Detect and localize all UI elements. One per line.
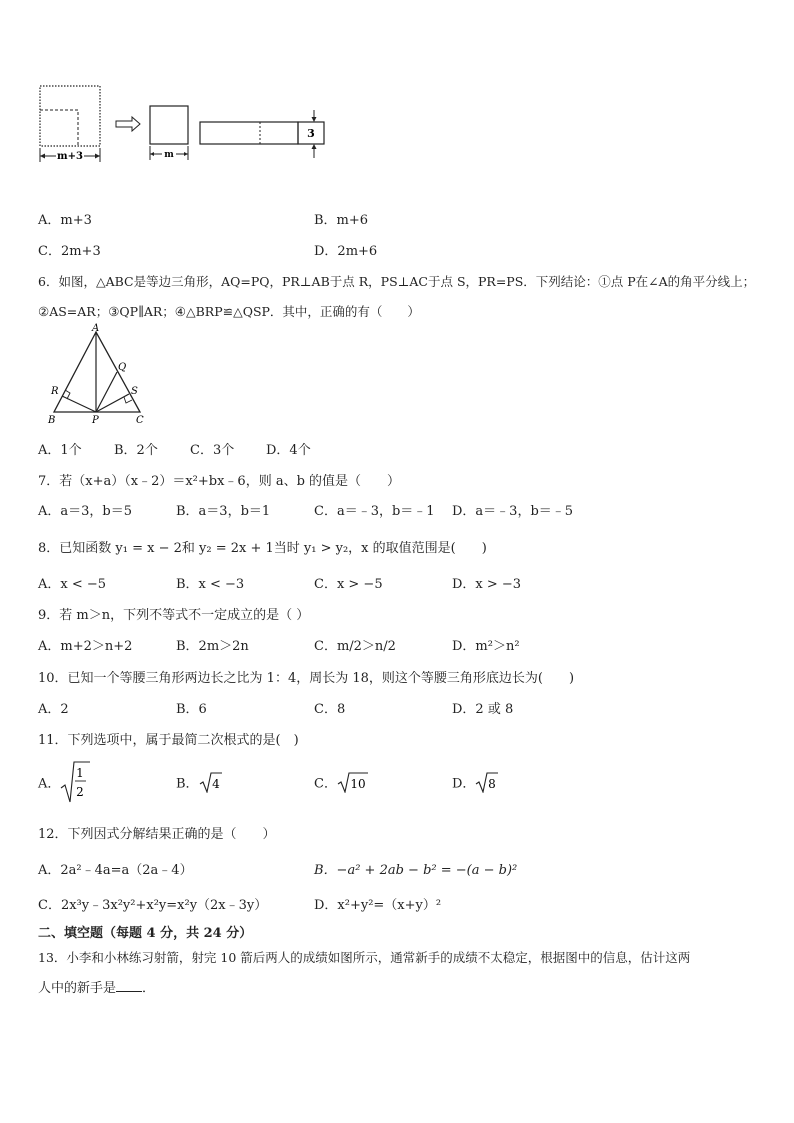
q12-stem: 12．下列因式分解结果正确的是（ ） xyxy=(38,827,276,842)
q5-option-c: C．2m+3 xyxy=(38,244,101,259)
inner-dashed-square xyxy=(40,110,78,146)
long-rectangle xyxy=(200,122,298,144)
q10-option-b: B．6 xyxy=(176,702,207,717)
small-square-label: m xyxy=(164,150,174,160)
q9-option-d: D．m²＞n² xyxy=(452,639,520,654)
answer-blank[interactable] xyxy=(116,979,142,992)
q8-option-c: C．x > −5 xyxy=(314,577,383,592)
q12-option-c: C．2x³y﹣3x²y²+x²y=x²y（2x﹣3y） xyxy=(38,898,268,913)
q9-option-b: B．2m＞2n xyxy=(176,639,249,654)
transform-arrow-icon xyxy=(116,117,140,131)
q6-option-a: A．1个 xyxy=(38,443,82,458)
q12-option-a: A．2a²﹣4a=a（2a﹣4） xyxy=(38,863,193,878)
q13-line2: 人中的新手是 ． xyxy=(38,981,156,996)
q7-option-d: D．a＝﹣3，b＝﹣5 xyxy=(452,504,574,519)
q11-option-c: C． 10 xyxy=(314,771,369,793)
q10-option-d: D．2 或 8 xyxy=(452,702,514,717)
label-A: A xyxy=(92,323,100,334)
label-P: P xyxy=(92,415,99,426)
q8-option-d: D．x > −3 xyxy=(452,577,522,592)
q6-option-d: D．4个 xyxy=(266,443,311,458)
q11-option-b: B． 4 xyxy=(176,771,223,793)
label-Q: Q xyxy=(118,362,127,373)
label-R: R xyxy=(51,386,59,397)
section-title: 二、填空题（每题 4 分，共 24 分） xyxy=(38,926,253,941)
svg-text:2: 2 xyxy=(76,785,85,799)
height-label: 3 xyxy=(307,127,315,140)
q13-line1: 13．小李和小林练习射箭，射完 10 箭后两人的成绩如图所示，通常新手的成绩不太稳定，根据图中的信息，估计这两 xyxy=(38,950,691,965)
q6-stem-line2: ②AS=AR；③QP∥AR；④△BRP≌△QSP．其中，正确的有（ ） xyxy=(38,304,420,319)
svg-text:8: 8 xyxy=(488,777,497,791)
q6-stem-line1: 6．如图，△ABC是等边三角形，AQ=PQ，PR⊥AB于点 R，PS⊥AC于点 S，PR=PS．下列结论：①点 P在∠A的角平分线上； xyxy=(38,274,756,289)
label-S: S xyxy=(131,386,138,397)
q6-option-b: B．2个 xyxy=(114,443,158,458)
q5-option-d: D．2m+6 xyxy=(314,244,378,259)
q8-option-a: A．x < −5 xyxy=(38,577,107,592)
small-square xyxy=(150,106,188,144)
q6-option-c: C．3个 xyxy=(190,443,235,458)
q8-stem: 8．已知函数 y₁ = x − 2和 y₂ = 2x + 1当时 y₁ > y₂，x 的取值范围是( ) xyxy=(38,541,487,556)
q10-option-a: A．2 xyxy=(38,702,69,717)
big-square xyxy=(40,86,100,146)
q11-option-a: A． 1 2 xyxy=(38,760,90,804)
sqrt-icon xyxy=(475,771,499,793)
q5-option-b: B．m+6 xyxy=(314,213,369,228)
label-B: B xyxy=(48,415,56,426)
q11-stem: 11．下列选项中，属于最简二次根式的是( ) xyxy=(38,733,299,748)
q8-option-b: B．x < −3 xyxy=(176,577,245,592)
q12-option-b: B．−a² + 2ab − b² = −(a − b)² xyxy=(314,863,518,878)
q7-option-c: C．a＝﹣3，b＝﹣1 xyxy=(314,504,435,519)
q11-option-d: D． 8 xyxy=(452,771,499,793)
q9-stem: 9．若 m＞n，下列不等式不一定成立的是（ ） xyxy=(38,608,310,623)
q5-option-a: A．m+3 xyxy=(38,213,92,228)
q7-option-a: A．a＝3，b＝5 xyxy=(38,504,133,519)
svg-text:1: 1 xyxy=(76,766,85,780)
q9-option-a: A．m+2＞n+2 xyxy=(38,639,133,654)
q5-figure xyxy=(34,80,334,170)
q12-option-d: D．x²+y²=（x+y）² xyxy=(314,898,442,913)
q9-option-c: C．m/2＞n/2 xyxy=(314,639,396,654)
sqrt-icon xyxy=(337,771,369,793)
sqrt-icon xyxy=(60,760,90,804)
label-C: C xyxy=(136,415,144,426)
q7-option-b: B．a＝3，b＝1 xyxy=(176,504,271,519)
q10-stem: 10．已知一个等腰三角形两边长之比为 1：4，周长为 18，则这个等腰三角形底边长为( ) xyxy=(38,671,575,686)
q10-option-c: C．8 xyxy=(314,702,346,717)
q6-triangle-figure xyxy=(44,322,154,426)
sqrt-icon xyxy=(199,771,223,793)
svg-text:10: 10 xyxy=(350,777,366,791)
q7-stem: 7．若（x+a）（x﹣2）＝x²+bx﹣6，则 a、b 的值是（ ） xyxy=(38,474,401,489)
big-square-label: m+3 xyxy=(57,151,83,162)
svg-text:4: 4 xyxy=(211,777,220,791)
